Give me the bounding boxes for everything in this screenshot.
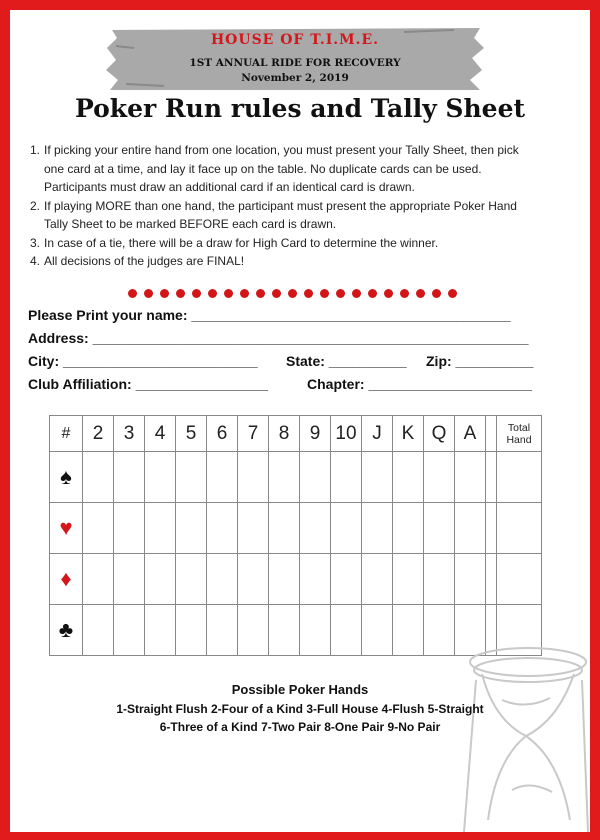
rule-line: In case of a tie, there will be a draw for High Card to determine the winner. [44, 235, 439, 250]
tally-cell[interactable] [238, 452, 269, 503]
tally-cell[interactable] [145, 605, 176, 656]
tally-cell[interactable] [176, 452, 207, 503]
rule-number: 1. [30, 143, 41, 157]
tally-cell[interactable] [83, 605, 114, 656]
address-field[interactable]: Address: ________________________________________________________ [28, 330, 529, 346]
tally-cell[interactable] [145, 554, 176, 605]
rule-line: one card at a time, and lay it face up on the table. No duplicate cards can be used. [44, 161, 482, 176]
divider-dot [304, 289, 313, 298]
divider-dot [128, 289, 137, 298]
total-hand-cell[interactable] [497, 452, 542, 503]
tally-header-row [50, 416, 542, 452]
divider-dot [448, 289, 457, 298]
divider-dot [256, 289, 265, 298]
spacer-header [486, 416, 497, 452]
divider-dot [432, 289, 441, 298]
divider-dot [288, 289, 297, 298]
divider-dot [208, 289, 217, 298]
divider-dot [176, 289, 185, 298]
possible-hands-title: Possible Poker Hands [231, 682, 369, 697]
tally-cell[interactable] [393, 554, 424, 605]
hourglass-icon [442, 640, 590, 832]
rule-4 [30, 252, 600, 271]
diamond-icon: ♦ [50, 554, 83, 605]
rank-header: 3 [114, 416, 145, 452]
rule-number: 4. [30, 254, 41, 268]
tally-cell[interactable] [207, 452, 238, 503]
address-row [28, 330, 568, 353]
tally-cell[interactable] [238, 554, 269, 605]
tally-cell[interactable] [176, 554, 207, 605]
tally-cell[interactable] [176, 503, 207, 554]
rank-header: K [393, 416, 424, 452]
possible-hands-line-1: 1-Straight Flush 2-Four of a Kind 3-Full House 4-Flush 5-Straight [116, 702, 484, 716]
club-row [28, 376, 568, 399]
name-row [28, 307, 568, 330]
rank-header: J [362, 416, 393, 452]
tally-cell[interactable] [83, 554, 114, 605]
tally-cell[interactable] [424, 452, 455, 503]
tally-cell[interactable] [455, 452, 486, 503]
tally-cell[interactable] [269, 503, 300, 554]
hash-header: # [50, 416, 83, 452]
tally-cell[interactable] [114, 554, 145, 605]
tally-cell[interactable] [455, 503, 486, 554]
tally-cell[interactable] [114, 605, 145, 656]
rank-header: 5 [176, 416, 207, 452]
tally-cell[interactable] [145, 503, 176, 554]
tally-table [49, 415, 542, 656]
tally-cell[interactable] [331, 503, 362, 554]
rule-line: Participants must draw an additional card if an identical card is drawn. [44, 180, 415, 194]
event-date: November 2, 2019 [241, 72, 349, 84]
rule-2 [30, 197, 600, 234]
tally-cell[interactable] [238, 605, 269, 656]
tally-cell[interactable] [331, 452, 362, 503]
diamond-row [50, 554, 542, 605]
tally-cell[interactable] [300, 503, 331, 554]
divider-dot [240, 289, 249, 298]
chapter-field[interactable]: Chapter: _____________________ [307, 376, 532, 392]
spade-icon: ♠ [50, 452, 83, 503]
tally-cell[interactable] [269, 452, 300, 503]
heart-row [50, 503, 542, 554]
divider-dot [400, 289, 409, 298]
tally-cell[interactable] [362, 605, 393, 656]
city-row [28, 353, 568, 376]
total-hand-cell[interactable] [497, 554, 542, 605]
participant-form [28, 307, 568, 399]
tally-cell[interactable] [145, 452, 176, 503]
event-name: 1ST ANNUAL RIDE FOR RECOVERY [189, 57, 401, 69]
tally-cell[interactable] [393, 503, 424, 554]
tally-cell[interactable] [331, 554, 362, 605]
divider-dot [192, 289, 201, 298]
divider-dot [384, 289, 393, 298]
divider-dot [368, 289, 377, 298]
rank-header: 8 [269, 416, 300, 452]
divider-dot [144, 289, 153, 298]
tally-cell[interactable] [300, 554, 331, 605]
spacer-cell [486, 503, 497, 554]
state-field[interactable]: State: __________ [286, 353, 407, 369]
spade-row [50, 452, 542, 503]
dot-divider [128, 289, 457, 301]
club-icon: ♣ [50, 605, 83, 656]
rule-1 [30, 141, 600, 197]
tally-cell[interactable] [393, 605, 424, 656]
tally-cell[interactable] [114, 503, 145, 554]
hand-label: Hand [506, 433, 532, 446]
rule-3 [30, 234, 600, 253]
tally-cell[interactable] [83, 452, 114, 503]
tally-cell[interactable] [362, 554, 393, 605]
rank-header: 2 [83, 416, 114, 452]
tally-cell[interactable] [114, 452, 145, 503]
rule-line: All decisions of the judges are FINAL! [44, 254, 245, 268]
rank-header: 6 [207, 416, 238, 452]
tally-cell[interactable] [207, 503, 238, 554]
tally-cell[interactable] [83, 503, 114, 554]
divider-dot [224, 289, 233, 298]
divider-dot [272, 289, 281, 298]
total-label: Total [507, 421, 531, 434]
divider-dot [352, 289, 361, 298]
rule-number: 3. [30, 235, 41, 250]
tally-cell[interactable] [176, 605, 207, 656]
tally-cell[interactable] [424, 554, 455, 605]
possible-hands-line-2: 6-Three of a Kind 7-Two Pair 8-One Pair 9-No Pair [159, 720, 441, 734]
club-affiliation-field[interactable]: Club Affiliation: _________________ [28, 376, 268, 392]
organization-name: HOUSE OF T.I.M.E. [210, 32, 380, 48]
heart-icon: ♥ [50, 503, 83, 554]
divider-dot [336, 289, 345, 298]
rank-header: 10 [331, 416, 362, 452]
rule-line: If playing MORE than one hand, the participant must present the appropriate Poker Hand [44, 198, 517, 213]
total-hand-header [497, 416, 542, 452]
tally-cell[interactable] [300, 605, 331, 656]
spacer-cell [486, 554, 497, 605]
tally-cell[interactable] [455, 554, 486, 605]
page-border-bottom [0, 832, 600, 840]
divider-dot [416, 289, 425, 298]
rank-header: 9 [300, 416, 331, 452]
tally-cell[interactable] [207, 605, 238, 656]
tally-cell[interactable] [362, 503, 393, 554]
rank-header: Q [424, 416, 455, 452]
tally-cell[interactable] [300, 452, 331, 503]
rule-line: Tally Sheet to be marked BEFORE each card is drawn. [44, 217, 337, 231]
rank-header: A [455, 416, 486, 452]
rank-header: 7 [238, 416, 269, 452]
page-title: Poker Run rules and Tally Sheet [74, 94, 526, 123]
page-border-top [0, 0, 600, 10]
tally-cell[interactable] [331, 605, 362, 656]
tally-cell[interactable] [424, 503, 455, 554]
tally-cell[interactable] [238, 503, 269, 554]
rule-line: If picking your entire hand from one location, you must present your Tally Sheet, then pick [44, 143, 519, 157]
rule-number: 2. [30, 198, 41, 213]
city-field[interactable]: City: _________________________ [28, 353, 258, 369]
tally-cell[interactable] [393, 452, 424, 503]
rank-header: 4 [145, 416, 176, 452]
tally-cell[interactable] [269, 605, 300, 656]
rules-list [30, 141, 600, 271]
name-field[interactable]: Please Print your name: _________________________________________ [28, 307, 511, 323]
tally-cell[interactable] [207, 554, 238, 605]
header-banner [104, 26, 486, 92]
zip-field[interactable]: Zip: __________ [426, 353, 534, 369]
total-hand-cell[interactable] [497, 503, 542, 554]
divider-dot [160, 289, 169, 298]
tally-cell[interactable] [269, 554, 300, 605]
divider-dot [320, 289, 329, 298]
tally-cell[interactable] [362, 452, 393, 503]
spacer-cell [486, 452, 497, 503]
